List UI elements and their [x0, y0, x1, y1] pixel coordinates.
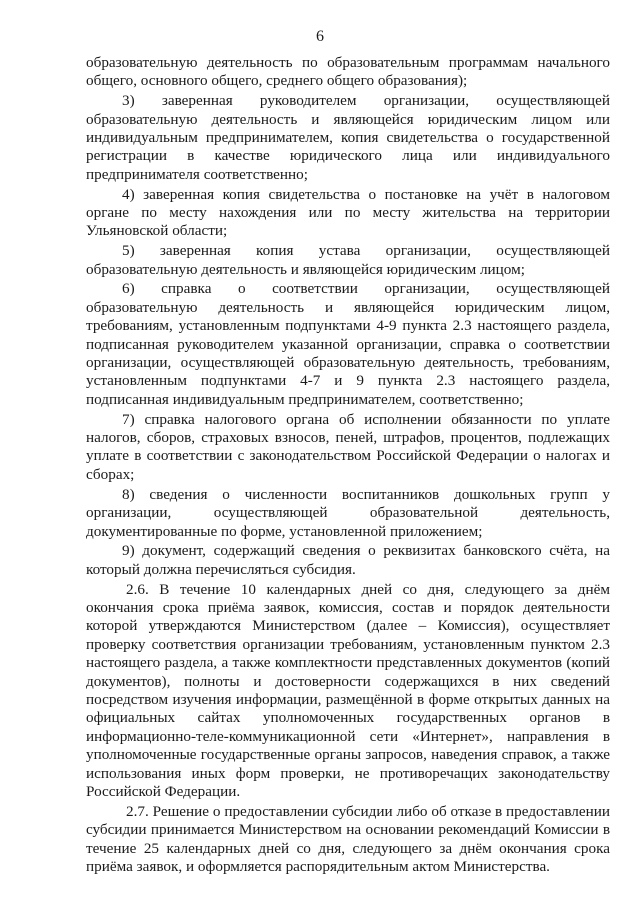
paragraph-item-6: 6) справка о соответствии организации, осуществляющей образовательную деятельность и являющейся юридическим лицом, требованиям, установленным подпунктами 4-9 пункта 2.3 настоящего раздела, подписанная руководителем указанной организации, справка о соответствии организации, осуществляющей образовательную деятельность, требованиям, установленным подпунктами 4-7 и 9 пункта 2.3 настоящего раздела, подписанная индивидуальным предпринимателем, соответственно; — [86, 280, 610, 408]
paragraph-item-3: 3) заверенная руководителем организации, осуществляющей образовательную деятельность и являющейся юридическим лицом или индивидуальным предпринимателем, копия свидетельства о государственной регистрации в качестве юридического лица или индивидуального предпринимателя соответственно; — [86, 92, 610, 183]
paragraph-item-5: 5) заверенная копия устава организации, осуществляющей образовательную деятельность и являющейся юридическим лицом; — [86, 242, 610, 278]
paragraph-item-7: 7) справка налогового органа об исполнении обязанности по уплате налогов, сборов, страховых взносов, пеней, штрафов, процентов, подлежащих уплате в соответствии с законодательством Российской Федерации о налогах и сборах; — [86, 410, 610, 483]
paragraph-item-9: 9) документ, содержащий сведения о реквизитах банковского счёта, на который должна перечисляться субсидия. — [86, 542, 610, 578]
document-body — [86, 54, 610, 878]
paragraph-section-2-6: 2.6. В течение 10 календарных дней со дня, следующего за днём окончания срока приёма заявок, комиссия, состав и порядок деятельности которой утверждаются Министерством (далее – Комиссия), осуществляет проверку соответствия организации требованиям, установленным пунктом 2.3 настоящего раздела, а также комплектности представленных документов (копий документов), полноты и достоверности содержащихся в них сведений посредством изучения информации, размещённой в форме открытых данных на официальных сайтах уполномоченных государственных органов в информационно-теле-коммуникационной сети «Интернет», направления в уполномоченные государственные органы запросов, наведения справок, а также использования иных форм проверки, не противоречащих законодательству Российской Федерации. — [86, 580, 610, 800]
paragraph-item-8: 8) сведения о численности воспитанников дошкольных групп у организации, осуществляющей образовательной деятельность, документированные по форме, установленной приложением; — [86, 485, 610, 540]
paragraph-continuation: образовательную деятельность по образовательным программам начального общего, основного общего, среднего общего образования); — [86, 54, 610, 90]
paragraph-section-2-7: 2.7. Решение о предоставлении субсидии либо об отказе в предоставлении субсидии принимается Министерством на основании рекомендаций Комиссии в течение 25 календарных дней со дня, следующего за днём окончания срока приёма заявок, и оформляется распорядительным актом Министерства. — [86, 802, 610, 875]
page-number: 6 — [316, 28, 324, 45]
paragraph-item-4: 4) заверенная копия свидетельства о постановке на учёт в налоговом органе по месту нахождения или по месту жительства на территории Ульяновской области; — [86, 185, 610, 240]
